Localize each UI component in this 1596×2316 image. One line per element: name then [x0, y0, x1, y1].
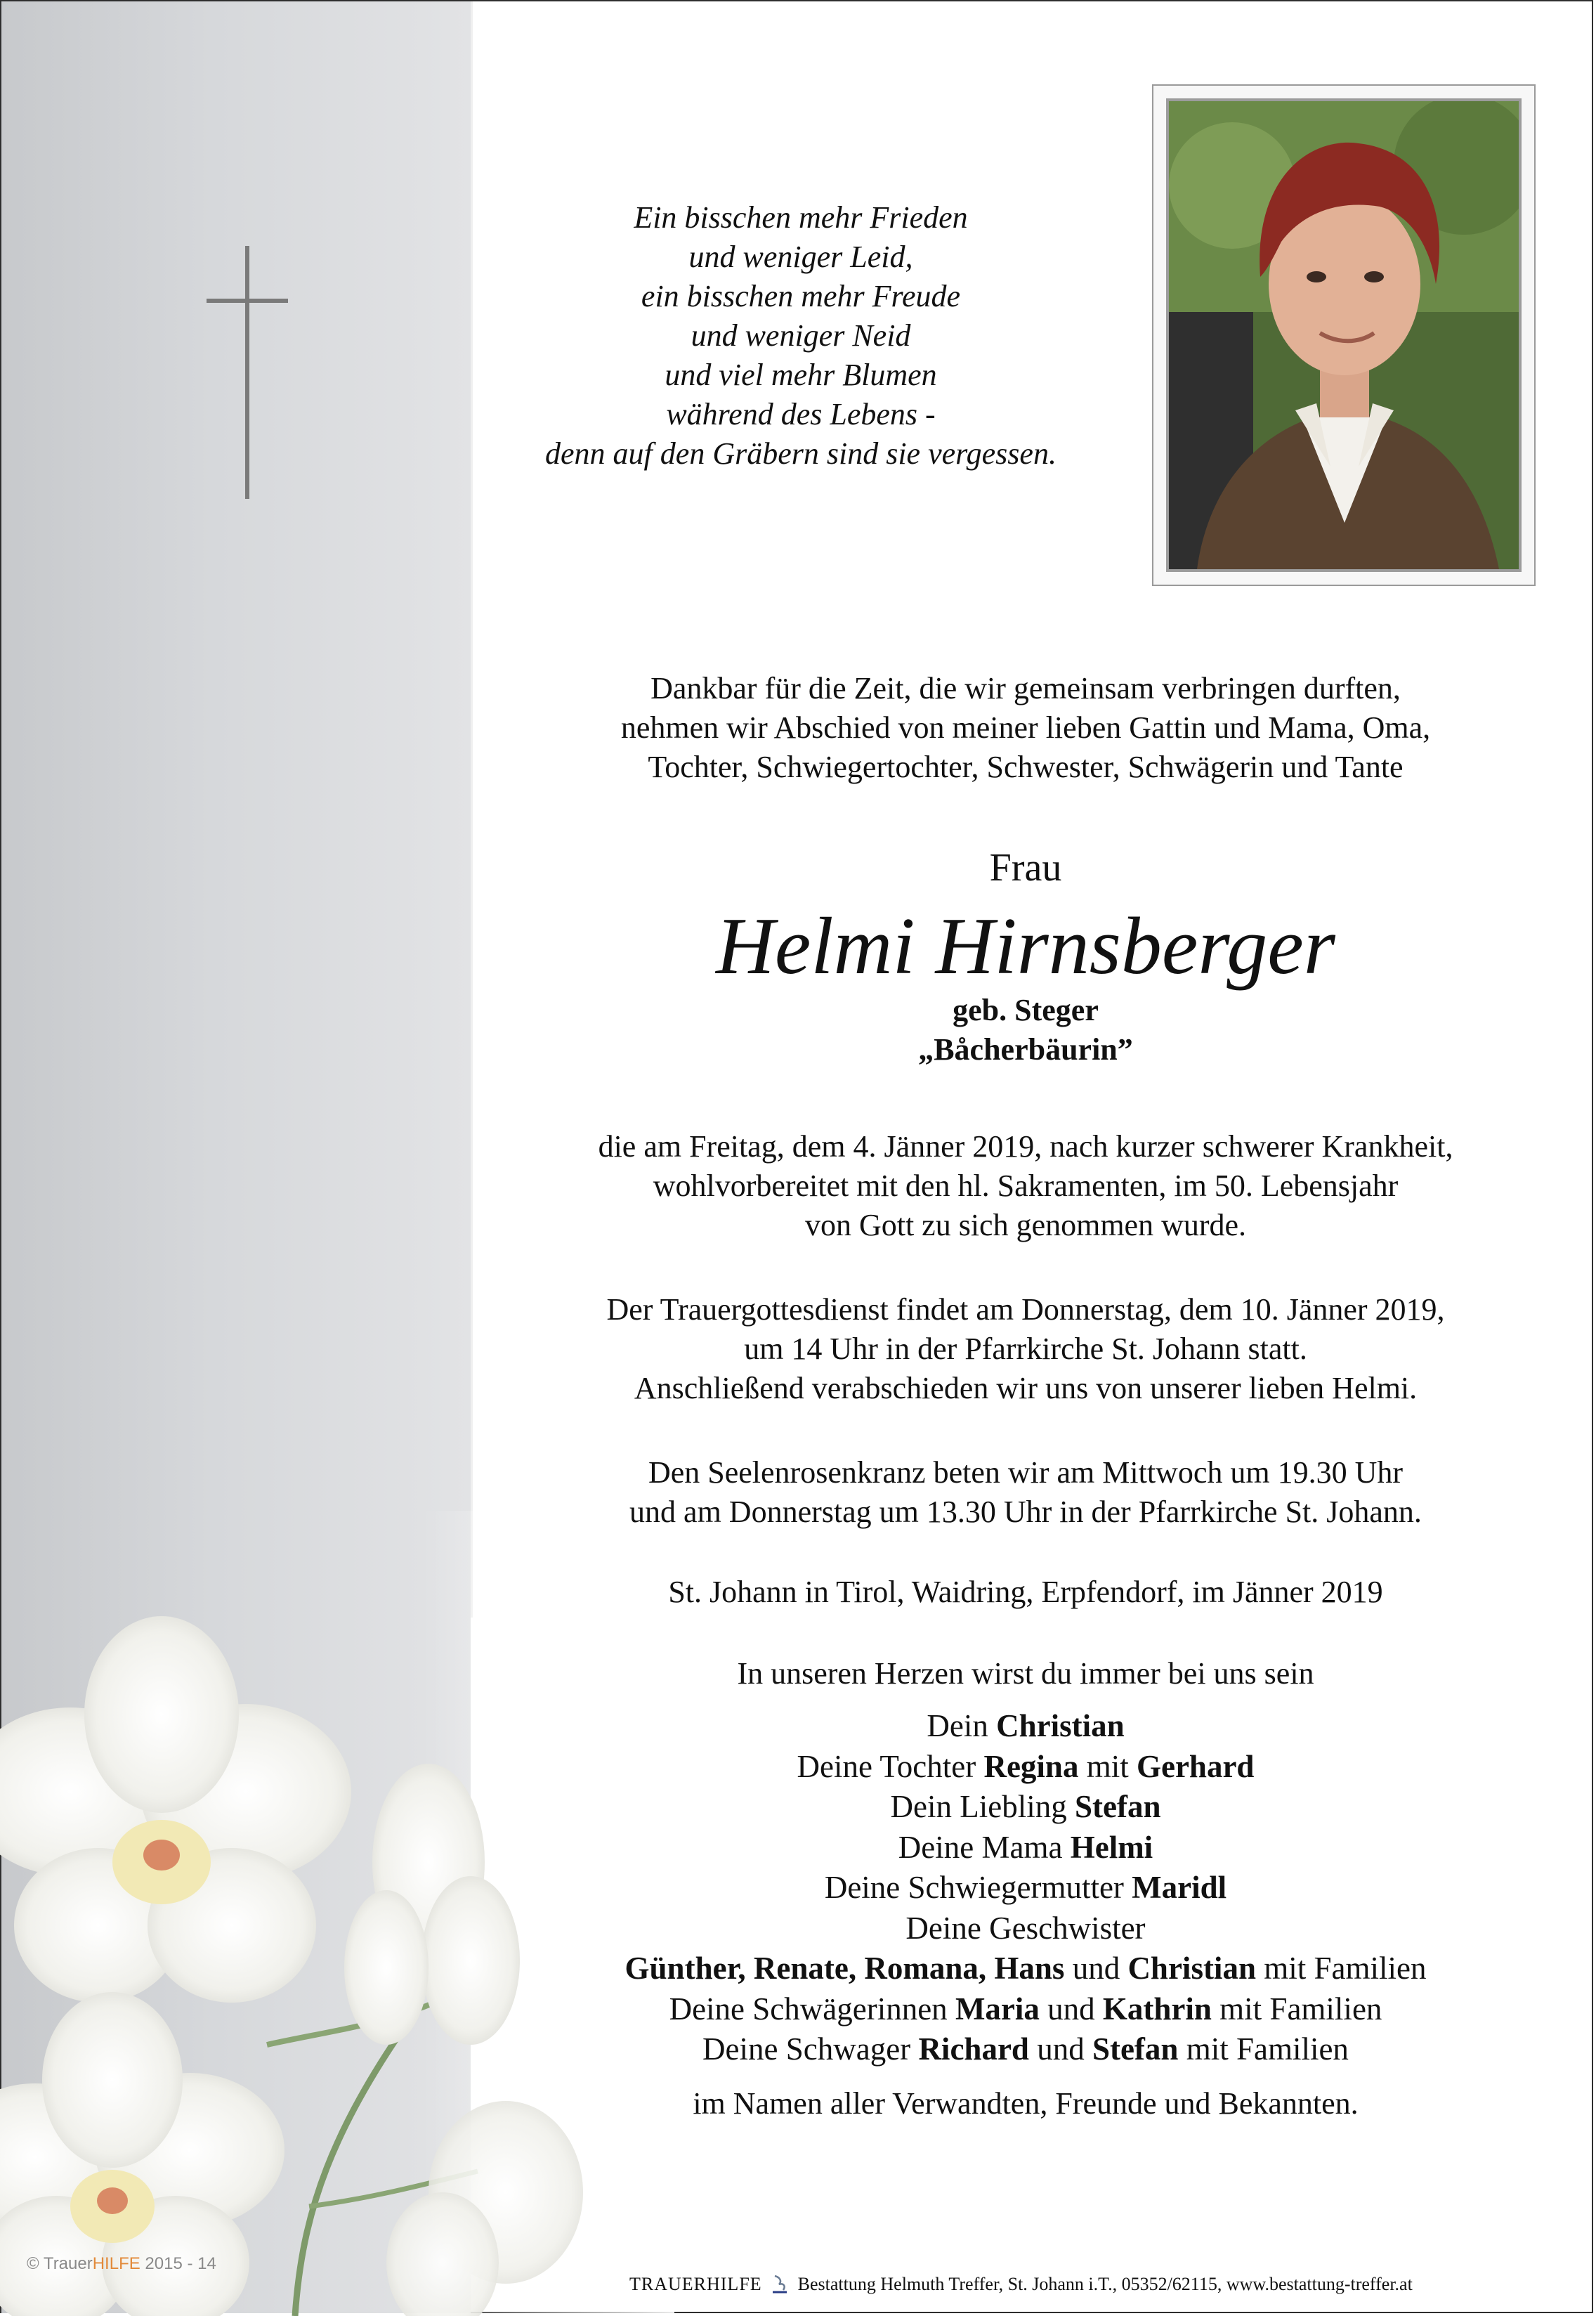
- rosary-line: und am Donnerstag um 13.30 Uhr in der Pfarrkirche St. Johann.: [629, 1495, 1422, 1529]
- mourner-line: [492, 1828, 1559, 1868]
- mourner-relation: Dein Liebling: [890, 1789, 1075, 1824]
- maiden-name: geb. Steger: [953, 993, 1099, 1027]
- mourner-connector: mit Familien: [1255, 1951, 1427, 1986]
- mourner-connector: und: [1064, 1951, 1128, 1986]
- rosary-info: [492, 1453, 1559, 1532]
- mourner-name: Christian: [1127, 1951, 1256, 1986]
- rosary-line: Den Seelenrosenkranz beten wir am Mittwoch um 19.30 Uhr: [648, 1455, 1404, 1490]
- copyright-prefix: © Trauer: [27, 2254, 93, 2273]
- death-line: wohlvorbereitet mit den hl. Sakramenten, im 50. Lebensjahr: [653, 1169, 1399, 1203]
- mourner-relation: Deine Geschwister: [905, 1910, 1146, 1946]
- mourner-connector: mit Familien: [1178, 2031, 1349, 2067]
- footer: [629, 2272, 1543, 2296]
- mourner-name: Richard: [918, 2031, 1029, 2067]
- poem-line: während des Lebens -: [666, 397, 936, 431]
- mourner-connector: mit Familien: [1211, 1991, 1382, 2026]
- mourner-name: Helmi: [1070, 1829, 1153, 1865]
- poem-line: Ein bisschen mehr Frieden: [634, 200, 968, 235]
- copyright-suffix: 2015 - 14: [140, 2254, 216, 2273]
- death-line: von Gott zu sich genommen wurde.: [804, 1208, 1247, 1242]
- sidebar-edge: [471, 1, 473, 1618]
- mourner-name: Maria: [955, 1991, 1040, 2026]
- trauerhilfe-logo-icon: [771, 2273, 789, 2294]
- intro-line: nehmen wir Abschied von meiner lieben Gattin und Mama, Oma,: [620, 710, 1431, 745]
- mourner-name: Stefan: [1074, 1789, 1161, 1824]
- mourner-line: [492, 1949, 1559, 1989]
- mourner-name: Stefan: [1092, 2031, 1179, 2067]
- cross-icon: [245, 246, 249, 499]
- mourners-list: [492, 1706, 1559, 2070]
- mourner-name: Gerhard: [1136, 1748, 1255, 1784]
- portrait-frame: [1152, 84, 1536, 586]
- poem-line: und viel mehr Blumen: [665, 358, 937, 392]
- mourner-line: [492, 1989, 1559, 2030]
- mourner-relation: Deine Schwager: [702, 2031, 919, 2067]
- mourner-connector: mit: [1078, 1748, 1137, 1784]
- mourner-name: Günther, Renate, Romana, Hans: [624, 1951, 1065, 1986]
- mourner-relation: Deine Schwägerinnen: [669, 1991, 955, 2026]
- mourner-line: [492, 1908, 1559, 1949]
- poem-line: und weniger Neid: [691, 318, 911, 353]
- place-date-line: St. Johann in Tirol, Waidring, Erpfendorf, im Jänner 2019: [668, 1575, 1383, 1609]
- mourner-line: [492, 1706, 1559, 1747]
- mourner-relation: Deine Tochter: [797, 1748, 984, 1784]
- poem-line: denn auf den Gräbern sind sie vergessen.: [545, 436, 1057, 471]
- service-line: Der Trauergottesdienst findet am Donnerstag, dem 10. Jänner 2019,: [606, 1292, 1445, 1327]
- copyright-brand: HILFE: [92, 2254, 140, 2273]
- copyright: [27, 2254, 216, 2274]
- closing-text: In unseren Herzen wirst du immer bei uns sein: [737, 1656, 1314, 1691]
- mourner-name: Regina: [983, 1748, 1079, 1784]
- mourner-line: [492, 1787, 1559, 1828]
- poem-line: und weniger Leid,: [688, 240, 913, 274]
- funeral-service-info: [492, 1290, 1559, 1408]
- nickname: „Båcherbäurin”: [918, 1032, 1133, 1067]
- mourner-line: [492, 1747, 1559, 1788]
- mourner-name: Kathrin: [1102, 1991, 1212, 2026]
- footer-brand: TRAUERHILFE: [629, 2274, 762, 2294]
- mourner-name: Maridl: [1132, 1870, 1227, 1905]
- closing-line: [492, 1654, 1559, 1693]
- mourner-name: Christian: [996, 1708, 1125, 1743]
- mourner-connector: und: [1039, 1991, 1103, 2026]
- mourner-connector: und: [1028, 2031, 1092, 2067]
- portrait-photo: [1166, 98, 1522, 572]
- intro-line: Tochter, Schwiegertochter, Schwester, Schwägerin und Tante: [648, 750, 1404, 784]
- final-text: im Namen aller Verwandten, Freunde und Bekannten.: [693, 2086, 1359, 2121]
- service-line: Anschließend verabschieden wir uns von unserer lieben Helmi.: [634, 1371, 1418, 1405]
- portrait-image: [1169, 101, 1519, 569]
- poem-line: ein bisschen mehr Freude: [641, 279, 961, 313]
- mourner-line: [492, 2029, 1559, 2070]
- death-notice: [492, 1127, 1559, 1245]
- deceased-name: Helmi Hirnsberger: [716, 902, 1335, 991]
- mourner-relation: Dein: [927, 1708, 997, 1743]
- poem: [492, 198, 1110, 474]
- place-date: [492, 1573, 1559, 1612]
- final-line: [492, 2084, 1559, 2123]
- death-line: die am Freitag, dem 4. Jänner 2019, nach kurzer schwerer Krankheit,: [598, 1129, 1453, 1164]
- cross-icon-bar: [207, 299, 288, 303]
- mourner-relation: Deine Schwiegermutter: [824, 1870, 1132, 1905]
- footer-text: Bestattung Helmuth Treffer, St. Johann i.T., 05352/62115, www.bestattung-treffer.at: [797, 2274, 1413, 2294]
- intro-line: Dankbar für die Zeit, die wir gemeinsam verbringen durften,: [650, 671, 1401, 705]
- mourner-line: [492, 1868, 1559, 1908]
- service-line: um 14 Uhr in der Pfarrkirche St. Johann statt.: [744, 1332, 1307, 1366]
- salutation: Frau: [989, 846, 1062, 890]
- intro-text: [492, 669, 1559, 787]
- mourner-relation: Deine Mama: [898, 1829, 1071, 1865]
